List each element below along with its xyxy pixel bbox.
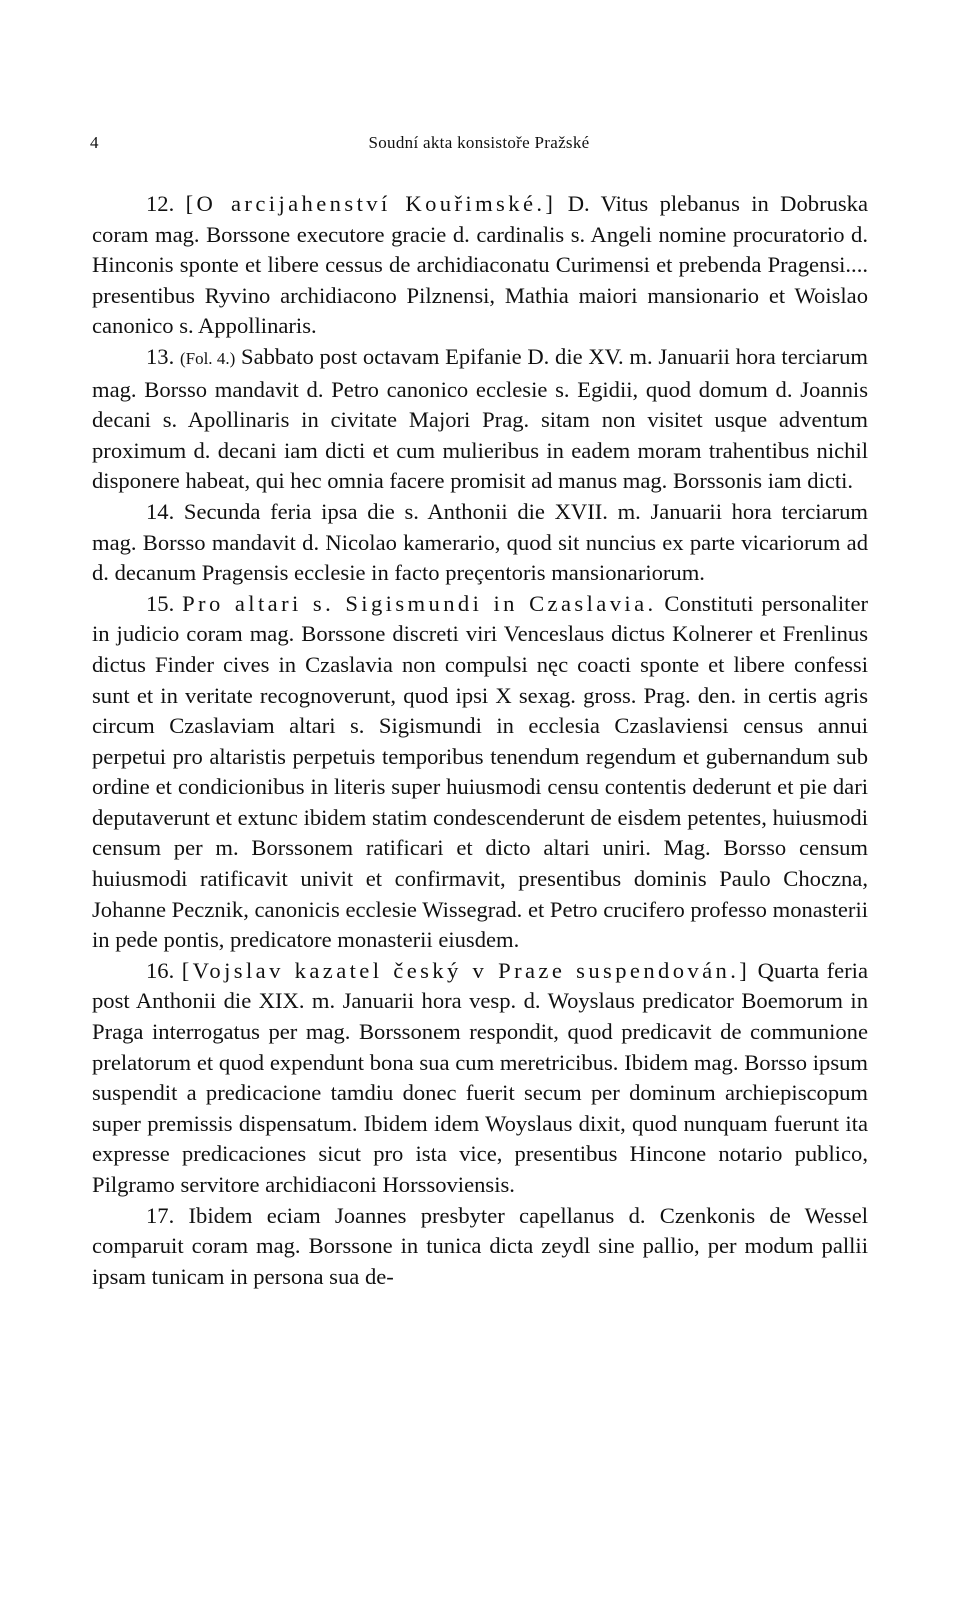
folio-reference: (Fol. 4.) — [179, 348, 236, 368]
entry-text: Ibidem eciam Joannes presbyter capellanus d. Czenkonis de Wessel comparuit coram mag. Borssone in tunica dicta zeydl sine pallio, per modum pallii ipsam tunicam in persona sua de- — [92, 1202, 868, 1289]
entry-number: 15. — [146, 590, 175, 616]
entry-17 — [92, 1201, 868, 1293]
entry-number: 17. — [146, 1202, 175, 1228]
entry-text: Constituti personaliter in judicio coram mag. Borssone discreti viri Venceslaus dictus Kolnerer et Frenlinus dictus Finder cives in Czaslavia non compulsi nęc coacti sponte et libere confessi sunt et in veritate recognoverunt, quod ipsi X sexag. gross. Prag. den. in certis agris circum Czaslaviam altari s. Sigismundi in ecclesia Czaslaviensi census annui perpetui pro altaristis perpetuis temporibus tenendum regendum et gubernandum sub ordine et condicionibus in literis super huiusmodi censu contentis dederunt et pie dari deputaverunt et extunc ibidem statim condescenderunt de eisdem petentes, huiusmodi censum per m. Borssonem ratificari et dicto altari uniri. Mag. Borsso censum huiusmodi ratificavit univit et confirmavit, presentibus dominis Paulo Choczna, Johanne Pecznik, canonicis ecclesie Wissegrad. et Petro crucifero professo monasterii in pede pontis, predicatore monasterii eiusdem. — [92, 590, 868, 953]
entry-12 — [92, 189, 868, 342]
entry-16 — [92, 956, 868, 1201]
entry-heading: Pro altari s. Sigismundi in Czaslavia. — [182, 590, 657, 616]
document-body — [92, 189, 868, 1292]
entry-14 — [92, 497, 868, 589]
entry-text: D. Vitus plebanus in Dobruska coram mag. Borssone executore gracie d. cardinalis s. Angeli nomine procuratorio d. Hinconis sponte et libere cessus de archidiaconatu Curimensi et prebenda Pragensi.... presentibus Ryvino archidiacono Pilznensi, Mathia maiori mansionario et Woislao canonico s. Appollinaris. — [92, 191, 869, 339]
entry-number: 14. — [146, 498, 175, 524]
entry-number: 16. — [146, 957, 175, 983]
entry-13 — [92, 342, 868, 497]
entry-text: Sabbato post octavam Epifanie D. die XV. m. Januarii hora terciarum mag. Borsso mandavit d. Petro canonico ecclesie s. Egidii, quod domum d. Joannis decani s. Apollinaris in civitate Majori Prag. sitam non visitet usque adventum proximum d. decani iam dicti et cum mulieribus in eadem moram trahentibus nichil disponere habeat, qui hec omnia facere promisit ad manus mag. Borssonis iam dicti. — [92, 343, 868, 494]
entry-text: Secunda feria ipsa die s. Anthonii die XVII. m. Januarii hora terciarum mag. Borsso mandavit d. Nicolao kamerario, quod sit nuncius ex parte vicariorum ad d. decanum Pragensis ecclesie in facto preçentoris mansionariorum. — [92, 498, 868, 586]
entry-heading: [O arcijahenství Kouřimské.] — [185, 191, 557, 216]
entry-15 — [92, 589, 868, 956]
entry-number: 13. — [146, 343, 175, 369]
entry-heading: [Vojslav kazatel český v Praze suspendován.] — [181, 957, 751, 983]
page-number: 4 — [90, 133, 99, 152]
running-title: Soudní akta konsistoře Pražské — [368, 133, 590, 152]
entry-number: 12. — [146, 191, 175, 216]
entry-text: Quarta feria post Anthonii die XIX. m. Januarii hora vesp. d. Woyslaus predicator Boemorum in Praga interrogatus per mag. Borssonem respondit, quod predicavit de communione prelatorum et quod expendunt bona sua cum meretricibus. Ibidem mag. Borsso ipsum suspendit a predicacione tamdiu donec fuerit secum per dominum archiepiscopum super premissis dispensatum. Ibidem idem Woyslaus dixit, quod nunquam fuerunt ita expresse predicaciones sicut pro ista vice, presentibus Hincone notario publico, Pilgramo servitore archidiaconi Horssoviensis. — [92, 957, 868, 1197]
